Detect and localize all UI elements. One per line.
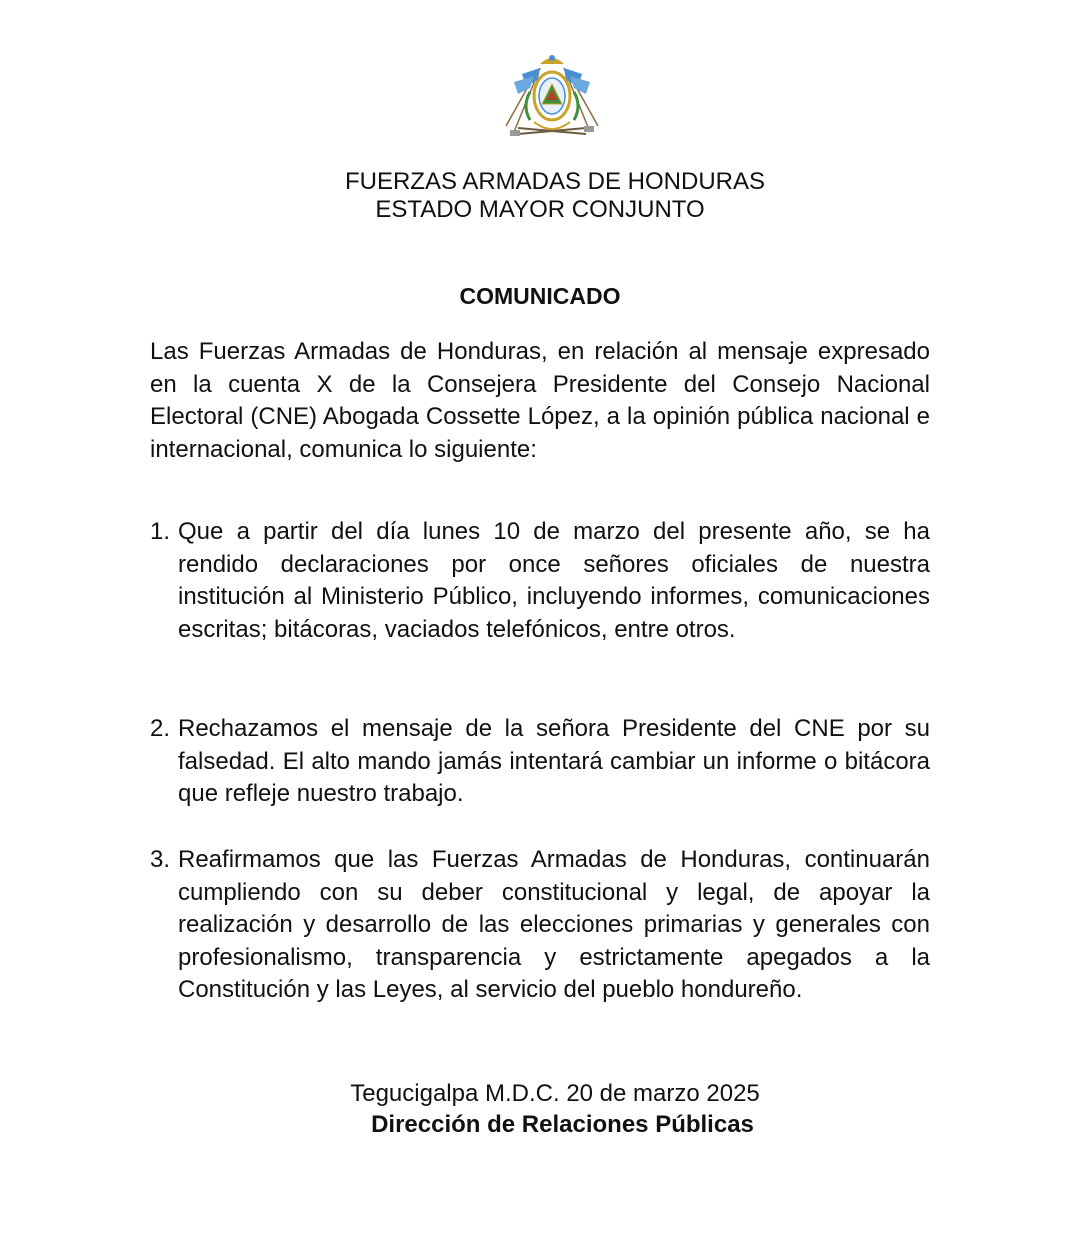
list-item-number: 1. xyxy=(150,518,171,545)
list-item xyxy=(150,516,930,646)
place-and-date: Tegucigalpa M.D.C. 20 de marzo 2025 xyxy=(350,1080,760,1107)
list-item-text: Rechazamos el mensaje de la señora Presidente del CNE por su falsedad. El alto mando jamás intentará cambiar un informe o bitácora que refleje nuestro trabajo. xyxy=(178,715,930,807)
issuing-office: Dirección de Relaciones Públicas xyxy=(371,1111,754,1138)
list-item xyxy=(150,713,930,811)
list-item-text: Reafirmamos que las Fuerzas Armadas de Honduras, continuarán cumpliendo con su deber constitucional y legal, de apoyar la realización y desarrollo de las elecciones primarias y generales con profesionalismo, transparencia y estrictamente apegados a la Constitución y las Leyes, al servicio del pueblo hondureño. xyxy=(178,846,930,1003)
list-item xyxy=(150,844,930,1007)
coat-of-arms-icon xyxy=(500,50,604,142)
list-item-number: 2. xyxy=(150,715,171,742)
document-title: COMUNICADO xyxy=(459,283,621,309)
intro-paragraph: Las Fuerzas Armadas de Honduras, en relación al mensaje expresado en la cuenta X de la Consejera Presidente del Consejo Nacional Electoral (CNE) Abogada Cossette López, a la opinión pública nacional e internacional, comunica lo siguiente: xyxy=(150,338,930,463)
list-item-number: 3. xyxy=(150,846,171,873)
organization-name: FUERZAS ARMADAS DE HONDURAS xyxy=(344,168,766,195)
organization-subunit: ESTADO MAYOR CONJUNTO xyxy=(375,196,705,223)
list-item-text: Que a partir del día lunes 10 de marzo del presente año, se ha rendido declaraciones por once señores oficiales de nuestra institución al Ministerio Público, incluyendo informes, comunicaciones escritas; bitácoras, vaciados telefónicos, entre otros. xyxy=(178,518,930,643)
